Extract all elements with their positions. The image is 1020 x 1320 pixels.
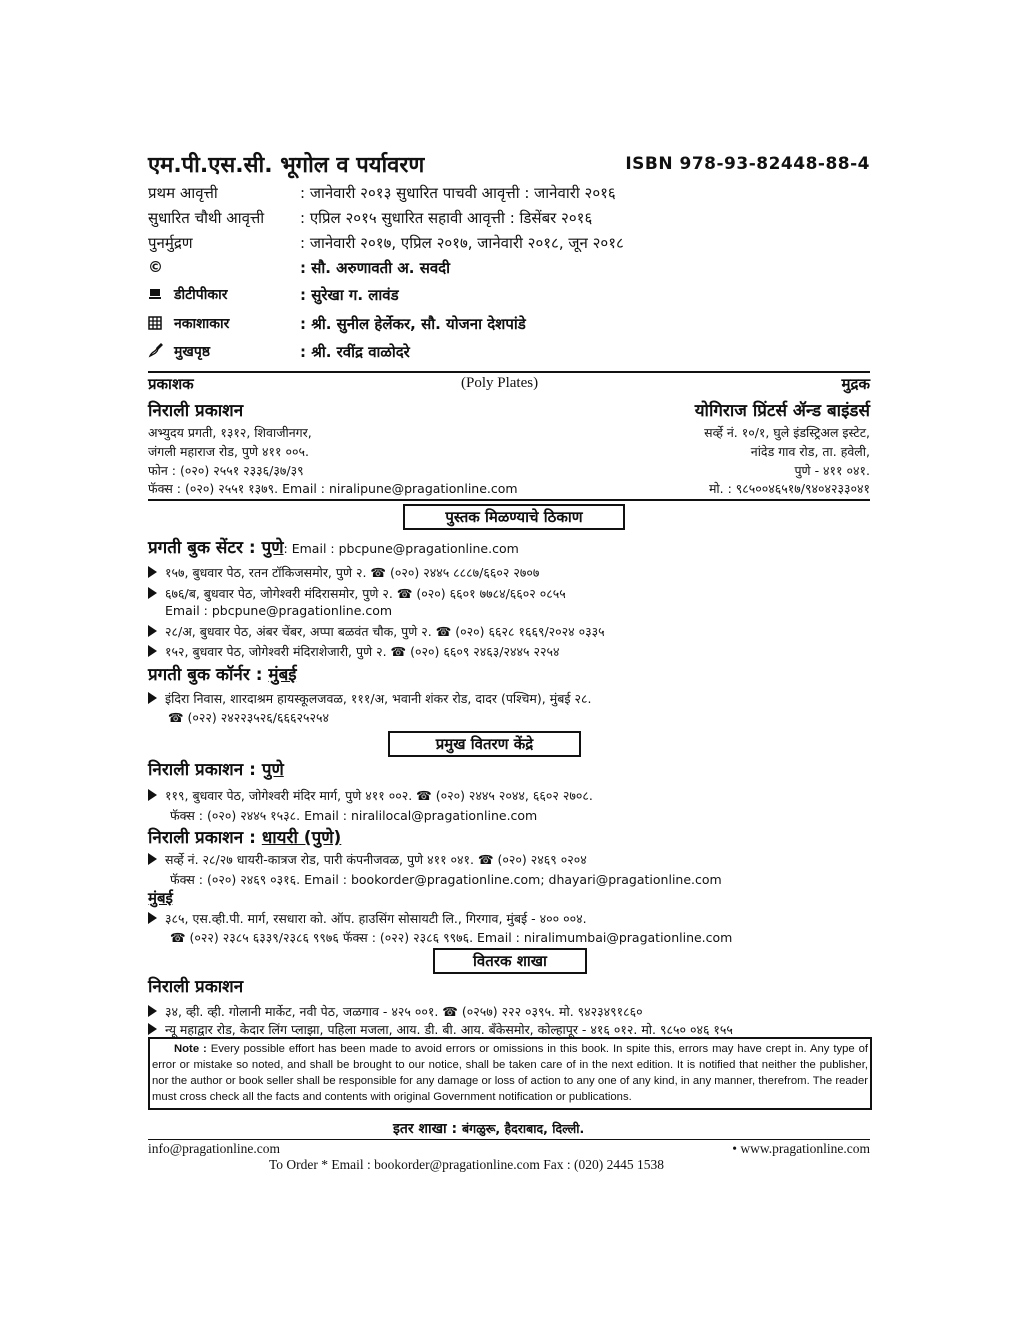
credit-value: : सुरेखा ग. लावंड [300, 286, 399, 304]
np-dhayari-heading-label: निराली प्रकाशन : [148, 828, 262, 848]
arrow-bullet-icon [148, 645, 157, 657]
divider [148, 499, 870, 501]
list-item-text: १५२, बुधवार पेठ, जोगेश्वरी मंदिराशेजारी, पुणे २. ☎ (०२०) ६६०९ २४६३/२४४५ २२५४ [165, 644, 560, 659]
list-item [148, 623, 605, 640]
grid-map-icon [148, 316, 162, 330]
arrow-bullet-icon [148, 587, 157, 599]
printer-address-line: नांदेड गाव रोड, ता. हवेली, [750, 444, 870, 459]
list-item [148, 643, 560, 660]
divider [148, 371, 870, 373]
isbn: ISBN 978-93-82448-88-4 [625, 154, 870, 174]
list-item-text: न्यू महाद्वार रोड, केदार लिंग प्लाझा, पहिला मजला, आय. डी. बी. आय. बँकेसमोर, कोल्हापूर - ४१६ ०१२. मो. ९८५० ०४६ १५५ [165, 1022, 733, 1037]
pbk-city: मुंबई [268, 665, 297, 685]
pbc-heading-label: प्रगती बुक सेंटर : [148, 538, 262, 558]
publisher-label: प्रकाशक [148, 375, 194, 393]
list-item-text: इंदिरा निवास, शारदाश्रम हायस्कूलजवळ, १११/अ, भवानी शंकर रोड, दादर (पश्चिम), मुंबई २८. [165, 691, 592, 706]
list-item [148, 585, 566, 602]
footer-order: To Order * Email : bookorder@pragationline.com Fax : (020) 2445 1538 [269, 1157, 665, 1172]
computer-icon [148, 287, 162, 301]
list-item [148, 564, 539, 581]
printer-mobile: मो. : ९८५००४६५१७/९४०४२३३०४१ [708, 481, 870, 496]
credit-value: : एप्रिल २०१५ सुधारित सहावी आवृत्ती : डिसेंबर २०१६ [300, 209, 593, 227]
list-item [148, 690, 591, 707]
np-dhayari-heading [148, 825, 341, 848]
arrow-bullet-icon [148, 789, 157, 801]
credit-value: : सौ. अरुणावती अ. सवदी [300, 259, 451, 277]
plates-label: (Poly Plates) [461, 375, 539, 391]
list-item-phone: ☎ (०२२) २३८५ ६३३९/२३८६ ९९७६ फॅक्स : (०२२) २३८६ ९९७६. Email : niralimumbai@pragationline.com [170, 930, 733, 945]
arrow-bullet-icon [148, 912, 157, 924]
list-item [148, 787, 593, 804]
printer-address-line: पुणे - ४११ ०४१. [794, 463, 870, 478]
arrow-bullet-icon [148, 692, 157, 704]
section-box-distribution: प्रमुख वितरण केंद्रे [388, 731, 581, 757]
arrow-bullet-icon [148, 566, 157, 578]
credit-value: : जानेवारी २०१३ सुधारित पाचवी आवृत्ती : जानेवारी २०१६ [300, 184, 616, 202]
brush-icon [148, 342, 162, 356]
printer-label: मुद्रक [841, 375, 870, 393]
disclaimer-note [148, 1037, 872, 1110]
publisher-phone: फोन : (०२०) २५५१ २३३६/३७/३९ [148, 463, 304, 478]
publisher-address-line: अभ्युदय प्रगती, १३१२, शिवाजीनगर, [148, 425, 312, 440]
credit-label: मुखपृष्ठ [174, 344, 211, 360]
credit-label: डीटीपीकार [174, 287, 228, 303]
credit-label: पुनर्मुद्रण [148, 234, 193, 252]
list-item-fax: फॅक्स : (०२०) २४६९ ०३१६. Email : bookorder@pragationline.com; dhayari@pragationline.com [170, 872, 722, 887]
list-item-text: ११९, बुधवार पेठ, जोगेश्वरी मंदिर मार्ग, पुणे ४११ ००२. ☎ (०२०) २४४५ २०४४, ६६०२ २७०८. [165, 788, 593, 803]
book-title: एम.पी.एस.सी. भूगोल व पर्यावरण [148, 153, 425, 178]
arrow-bullet-icon [148, 625, 157, 637]
list-item [148, 1003, 643, 1020]
list-item [148, 851, 587, 868]
other-branches-value: बंगळुरू, हैदराबाद, दिल्ली. [462, 1121, 585, 1136]
list-item [148, 1021, 733, 1038]
list-item-fax: फॅक्स : (०२०) २४४५ १५३८. Email : niralilocal@pragationline.com [170, 808, 538, 823]
credit-label: नकाशाकार [174, 316, 230, 332]
printer-name: योगिराज प्रिंटर्स ॲन्ड बाइंडर्स [694, 401, 870, 421]
arrow-bullet-icon [148, 1005, 157, 1017]
pbk-heading-label: प्रगती बुक कॉर्नर : [148, 665, 269, 685]
np-pune-heading-label: निराली प्रकाशन : [148, 760, 262, 780]
note-label: Note : [174, 1043, 207, 1055]
printer-address-line: सर्व्हे नं. १०/१, घुले इंडस्ट्रिअल इस्टेट, [704, 425, 870, 440]
other-branches-label: इतर शाखा : [393, 1121, 463, 1137]
np-pune-heading [148, 757, 284, 780]
note-text: Every possible effort has been made to avoid errors or omissions in this book. In spite this, errors may have crept in. Any type of error or mistake so noted, and shall be brought to our notice, shall be taken care of in the next edition. It is notified that neither the publisher, nor the author or book seller shall be responsible for any damage or loss of action to any one of any kind, in any manner, therefrom. The reader must cross check all the facts and contents with original Government notification or publications. [152, 1043, 868, 1103]
pbc-heading [148, 535, 519, 558]
list-item-text: २८/अ, बुधवार पेठ, अंबर चेंबर, अप्पा बळवंत चौक, पुणे २. ☎ (०२०) ६६२८ १६६९/२०२४ ०३३५ [165, 624, 605, 639]
list-item-text: १५७, बुधवार पेठ, रतन टॉकिजसमोर, पुणे २. ☎ (०२०) २४४५ ८८८७/६६०२ २७०७ [165, 565, 540, 580]
arrow-bullet-icon [148, 1023, 157, 1035]
list-item-text: ३४, व्ही. व्ही. गोलानी मार्केट, नवी पेठ, जळगाव - ४२५ ००१. ☎ (०२५७) २२२ ०३९५. मो. ९४२३४९१८६० [165, 1004, 643, 1019]
pbc-city: पुणे [261, 538, 284, 558]
footer-website: • www.pragationline.com [732, 1141, 870, 1156]
list-item-text: ६७६/ब, बुधवार पेठ, जोगेश्वरी मंदिरासमोर, पुणे २. ☎ (०२०) ६६०१ ७७८४/६६०२ ०८५५ [165, 586, 566, 601]
credit-label: सुधारित चौथी आवृत्ती [148, 209, 265, 227]
publisher-name: निराली प्रकाशन [148, 401, 244, 421]
np-dhayari-city: धायरी (पुणे) [261, 828, 342, 848]
mumbai-heading: मुंबई [148, 889, 173, 907]
credit-value: : श्री. सुनील हेर्लेकर, सौ. योजना देशपांडे [300, 315, 526, 333]
publisher-address-line: जंगली महाराज रोड, पुणे ४११ ००५. [148, 444, 309, 459]
pbk-heading [148, 662, 297, 685]
list-item-text: सर्व्हे नं. २८/२७ धायरी-कात्रज रोड, पारी कंपनीजवळ, पुणे ४११ ०४१. ☎ (०२०) २४६९ ०२०४ [165, 852, 587, 867]
list-item-phone: ☎ (०२२) २४२२३५२६/६६६२५२५४ [168, 710, 329, 725]
pbc-email: : Email : pbcpune@pragationline.com [283, 541, 519, 556]
credit-label: प्रथम आवृत्ती [148, 184, 218, 202]
section-box-where-to-buy: पुस्तक मिळण्याचे ठिकाण [403, 504, 625, 530]
list-item-email: Email : pbcpune@pragationline.com [165, 603, 393, 618]
list-item [148, 910, 587, 927]
np-branch-heading: निराली प्रकाशन [148, 977, 244, 997]
copyright-symbol: © [148, 258, 163, 276]
np-pune-city: पुणे [261, 760, 284, 780]
credit-value: : श्री. रवींद्र वाळोदरे [300, 343, 410, 361]
credit-value: : जानेवारी २०१७, एप्रिल २०१७, जानेवारी २०१८, जून २०१८ [300, 234, 624, 252]
divider [148, 1139, 870, 1140]
list-item-text: ३८५, एस.व्ही.पी. मार्ग, रसधारा को. ऑप. हाउसिंग सोसायटी लि., गिरगाव, मुंबई - ४०० ००४. [165, 911, 587, 926]
other-branches [393, 1119, 584, 1138]
footer-email: info@pragationline.com [148, 1141, 281, 1156]
arrow-bullet-icon [148, 853, 157, 865]
section-box-branch: वितरक शाखा [433, 948, 587, 974]
publisher-fax-email: फॅक्स : (०२०) २५५१ १३७९. Email : niralipune@pragationline.com [148, 481, 518, 496]
